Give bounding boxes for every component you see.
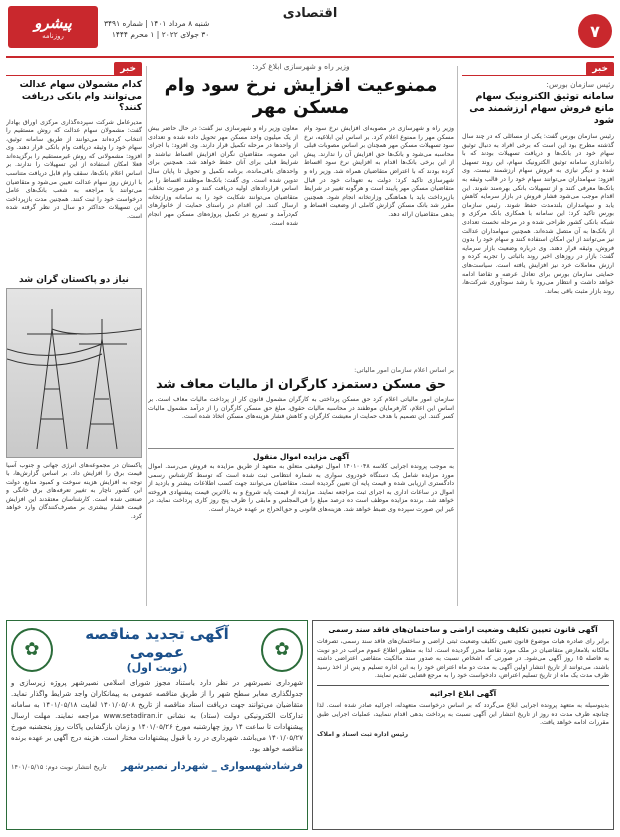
tender-ad-header (11, 625, 303, 674)
sub-kicker: بر اساس اعلام سازمان امور مالیاتی: (354, 366, 454, 374)
issue-line-2: ۳۰ جولای ۲۰۲۲ | ۱ محرم ۱۴۴۴ (111, 30, 210, 39)
left-body: مدیرعامل شرکت سپرده‌گذاری مرکزی اوراق بهادار گفت: مشمولان سهام عدالت که روش مستقیم را انتخاب کرده‌اند می‌توانند از طریق سامانه توثیق، سهام خود را وثیقه دریافت وام بانکی قرار دهند. وی افزود: مشمولانی که روش غیرمستقیم را برگزیده‌اند فعلا امکان استفاده از این تسهیلات را ندارند. بر اساس اعلام بانک‌ها، سقف وام قابل دریافت متناسب با ارزش روز سهام عدالت تعیین می‌شود و متقاضیان می‌توانند با مراجعه به شعب بانک‌های عامل درخواست خود را ثبت کنند. همچنین مدت بازپرداخت این تسهیلات حداکثر دو سال در نظر گرفته شده است. (6, 118, 142, 221)
execution-notice (317, 685, 609, 739)
municipality-emblem-icon: ✿ (261, 628, 303, 672)
photo-caption[interactable]: نیاز دو پاکستان گران شد (19, 274, 129, 285)
notice-block (148, 448, 454, 614)
tender-signature: فرشادشهسواری _ شهردار نصیرشهر (121, 761, 303, 772)
right-kicker: رئیس سازمان بورس: (546, 80, 614, 89)
left-tag-bar (6, 62, 142, 76)
execution-notice-body: بدینوسیله به متعهد پرونده اجرایی ابلاغ می‌گردد که بر اساس درخواست متعهدله، اجرائیه صادر شده است. لذا چنانچه ظرف مدت ده روز از تاریخ انتشار این آگهی نسبت به پرداخت بدهی اقدام ننمایید، عملیات اجرایی طبق مقررات ادامه خواهد یافت. (317, 701, 609, 727)
main-body-col-2: معاون وزیر راه و شهرسازی نیز گفت: در حال حاضر بیش از یک میلیون واحد مسکن مهر تحویل داده شده و تعدادی از واحدها در مرحله تکمیل قرار دارند. وی افزود: با اجرای این مصوبه، متقاضیان نگران افزایش اقساط نباشند و شرایط قبلی برای آنان حفظ خواهد شد. همچنین برای واحدهای باقی‌مانده، برنامه تکمیل و تحویل تا پایان سال تدوین شده است. وی گفت: بانک‌ها موظفند اقساط را بر اساس قراردادهای اولیه دریافت کنند و در صورت تخلف، متقاضیان می‌توانند شکایت خود را به سامانه وزارتخانه ارسال کنند. این اقدام در راستای حمایت از خانوارهای کم‌درآمد و تسریع در تکمیل پروژه‌های مسکن مهر انجام شده است. (148, 125, 298, 227)
main-kicker: وزیر راه و شهرسازی ابلاغ کرد: (252, 62, 350, 71)
right-headline[interactable]: سامانه توثیق الکترونیک سهام مانع فروش سهام ارزشمند می شود (469, 91, 614, 126)
tender-date: تاریخ انتشار نوبت دوم: ۱۴۰۱/۰۵/۱۵ (11, 762, 107, 771)
sub-article (148, 366, 454, 446)
power-tower-icon (7, 289, 141, 457)
sub-headline[interactable]: حق مسکن دستمزد کارگران از مالیات معاف شد (156, 376, 446, 391)
tender-ad (6, 620, 308, 830)
tender-body: شهرداری نصیرشهر در نظر دارد باستناد مجوز شورای اسلامی نصیرشهر پروژه زیرسازی و جدولگذاری معابر سطح شهر را از طریق مناقصه عمومی به پیمانکاران واجد شرایط واگذار نماید. متقاضیان می‌توانند جهت دریافت اسناد مناقصه از تاریخ ۱۴۰۱/۰۵/۰۸ لغایت ۱۴۰۱/۰۵/۱۸ به سامانه تدارکات الکترونیکی دولت (ستاد) به نشانی www.setadiran.ir مراجعه نمایند. مهلت ارسال پیشنهادات تا ساعت ۱۴ روز چهارشنبه مورخ ۱۴۰۱/۰۵/۲۶ و زمان بازگشایی پاکات روز پنجشنبه مورخ ۱۴۰۱/۰۵/۲۷ می‌باشد. شهرداری در رد یا قبول پیشنهادات مختار است. هزینه درج آگهی بر عهده برنده مناقصه خواهد بود. (11, 679, 304, 753)
right-tag-bar (462, 62, 614, 76)
tender-ad-titles (61, 625, 253, 674)
issue-info (104, 18, 209, 40)
tender-subtitle: (نوبت اول) (126, 661, 188, 674)
logo-sub: روزنامه (42, 32, 64, 40)
tender-footer (11, 761, 303, 772)
right-article (462, 62, 614, 602)
execution-notice-headline: آگهی ابلاغ اجرائیه (429, 688, 497, 698)
photo-text: پاکستان در مجموعه‌های انرژی جهانی و جنوب آسیا قیمت برق را افزایش داد. بر اساس گزارش‌ها، با توجه به افزایش هزینه سوخت و کمبود منابع، دولت این کشور ناچار به تغییر تعرفه‌های برق خانگی و صنعتی شده است. کارشناسان معتقدند این افزایش قیمت فشار بیشتری بر مصرف‌کنندگان وارد خواهد کرد. (6, 461, 142, 521)
main-body-col-1: وزیر راه و شهرسازی در مصوبه‌ای افزایش نرخ سود وام مسکن مهر را ممنوع اعلام کرد. بر اساس این ابلاغیه، نرخ سود تسهیلات مسکن مهر همچنان بر اساس مصوبات قبلی محاسبه می‌شود و بانک‌ها حق افزایش آن را ندارند. پیش از این برخی بانک‌ها اقدام به افزایش نرخ سود اقساط کرده بودند که با اعتراض متقاضیان همراه شد. وزیر راه و شهرسازی تاکید کرد: دولت به تعهدات خود در قبال متقاضیان مسکن مهر پایبند است و هرگونه تغییر در شرایط بازپرداخت باید با هماهنگی وزارتخانه انجام شود. همچنین مقرر شد بانک مسکن گزارش کاملی از وضعیت اقساط و بدهی متقاضیان ارائه دهد. (304, 125, 454, 218)
column-divider (457, 66, 458, 606)
right-body: رئیس سازمان بورس گفت: یکی از مسائلی که در چند سال گذشته مطرح بود این است که برخی افراد به دنبال توثیق سهام خود در بانک‌ها و دریافت تسهیلات بودند که با راه‌اندازی سامانه توثیق الکترونیک سهام، این روند تسهیل شده و دیگر نیازی به فروش سهام ارزشمند نیست. وی افزود: سهامداران می‌توانند سهام خود را در قالب وثیقه به بانک‌ها معرفی کنند و از تسهیلات بانکی بهره‌مند شوند. این اقدام موجب می‌شود فشار فروش در بازار سرمایه کاهش یابد و سهامداران بلندمدت حفظ شوند. رئیس سازمان بورس تاکید کرد: این سامانه با همکاری بانک مرکزی و شبکه بانکی کشور طراحی شده و در مرحله نخست تعدادی از بانک‌ها به آن متصل شده‌اند. همچنین سهامداران عدالت نیز می‌توانند از این امکان استفاده کنند و سهام خود را بدون فروش، وثیقه قرار دهند. وی درباره وضعیت بازار سرمایه گفت: بازار در روزهای اخیر روند باثباتی را تجربه کرده و ارزش معاملات خرد نیز افزایش یافته است. سیاست‌های حمایتی سازمان بورس برای تعادل عرضه و تقاضا ادامه خواهد داشت و انتظار می‌رود با رشد سودآوری شرکت‌ها، روند بازار مثبت باقی بماند. (462, 133, 614, 295)
sub-body: سازمان امور مالیاتی اعلام کرد حق مسکن پرداختی به کارگران مشمول قانون کار از پرداخت مالیات معاف است. بر اساس این اعلام، کارفرمایان موظفند در محاسبه مالیات حقوق، مبلغ حق مسکن کارگران را از درآمد مشمول مالیات کسر کنند. این تصمیم با هدف حمایت از معیشت کارگران و کاهش فشار هزینه‌های مسکن اتخاذ شده است. (148, 396, 454, 421)
main-body (148, 125, 454, 228)
legal-notice-headline: آگهی قانون تعیین تکلیف وضعیت اراضی و ساختمان‌های فاقد سند رسمی (328, 625, 598, 634)
news-tag: خبر (586, 62, 614, 76)
news-tag: خبر (114, 62, 142, 76)
left-headline[interactable]: کدام مشمولان سهام عدالت می‌توانند وام بانکی دریافت کنند؟ (19, 80, 142, 113)
legal-notice-footer: رئیس اداره ثبت اسناد و املاک (317, 730, 409, 738)
legal-notice-body: برابر رای صادره هیات موضوع قانون تعیین تکلیف وضعیت ثبتی اراضی و ساختمان‌های فاقد سند رسمی، تصرفات مالکانه بلامعارض متقاضیان در ملک مورد تقاضا محرز گردیده است. لذا به منظور اطلاع عموم مراتب در دو نوبت به فاصله ۱۵ روز آگهی می‌شود. در صورتی که اشخاص نسبت به صدور سند مالکیت متقاضی اعتراضی داشته باشند، می‌توانند از تاریخ انتشار اولین آگهی به مدت دو ماه اعتراض خود را به این اداره تسلیم و پس از اخذ رسید ظرف مدت یک ماه از تاریخ تسلیم اعتراض، دادخواست خود را به مرجع قضایی تقدیم نمایند. (317, 638, 609, 680)
tender-title: آگهی تجدید مناقصه عمومی (85, 625, 229, 661)
column-divider (146, 66, 147, 606)
page-header (0, 0, 620, 56)
municipality-emblem-icon: ✿ (11, 628, 53, 672)
left-article (6, 62, 142, 602)
section-title: اقتصادی (282, 6, 338, 21)
power-tower-photo (6, 288, 142, 458)
issue-line-1: شنبه ۸ مرداد ۱۴۰۱ | شماره ۳۴۹۱ (104, 19, 210, 28)
logo-main: پیشرو (34, 14, 72, 32)
page-number: ۷ (578, 14, 612, 48)
notice-body: به موجب پرونده اجرایی کلاسه ۱۴۰۱۰۰۴۸ اموال توقیفی متعلق به متعهد از طریق مزایده به فروش می‌رسد. اموال مورد مزایده شامل یک دستگاه خودروی سواری به شماره انتظامی ثبت شده است که توسط کارشناس رسمی دادگستری ارزیابی شده و قیمت پایه آن تعیین گردیده است. متقاضیان می‌توانند جهت کسب اطلاعات بیشتر و بازدید از اموال در ساعات اداری به اجرای ثبت مراجعه نمایند. مزایده از قیمت پایه شروع و به بالاترین قیمت پیشنهادی فروخته خواهد شد. برنده مزایده موظف است ده درصد مبلغ را فی‌المجلس و مابقی را ظرف پنج روز کاری پرداخت نماید، در غیر این صورت سپرده وی ضبط خواهد شد. هزینه‌های قانونی و حق‌الحراج بر عهده خریدار است. (148, 463, 454, 513)
notice-headline: آگهی مزایده اموال منقول (252, 452, 350, 461)
main-article (148, 62, 454, 362)
legal-notice-ad (312, 620, 614, 830)
header-rule (6, 56, 614, 58)
main-headline[interactable]: ممنوعیت افزایش نرخ سود وام مسکن مهر (164, 75, 438, 118)
newspaper-logo[interactable] (8, 6, 98, 48)
